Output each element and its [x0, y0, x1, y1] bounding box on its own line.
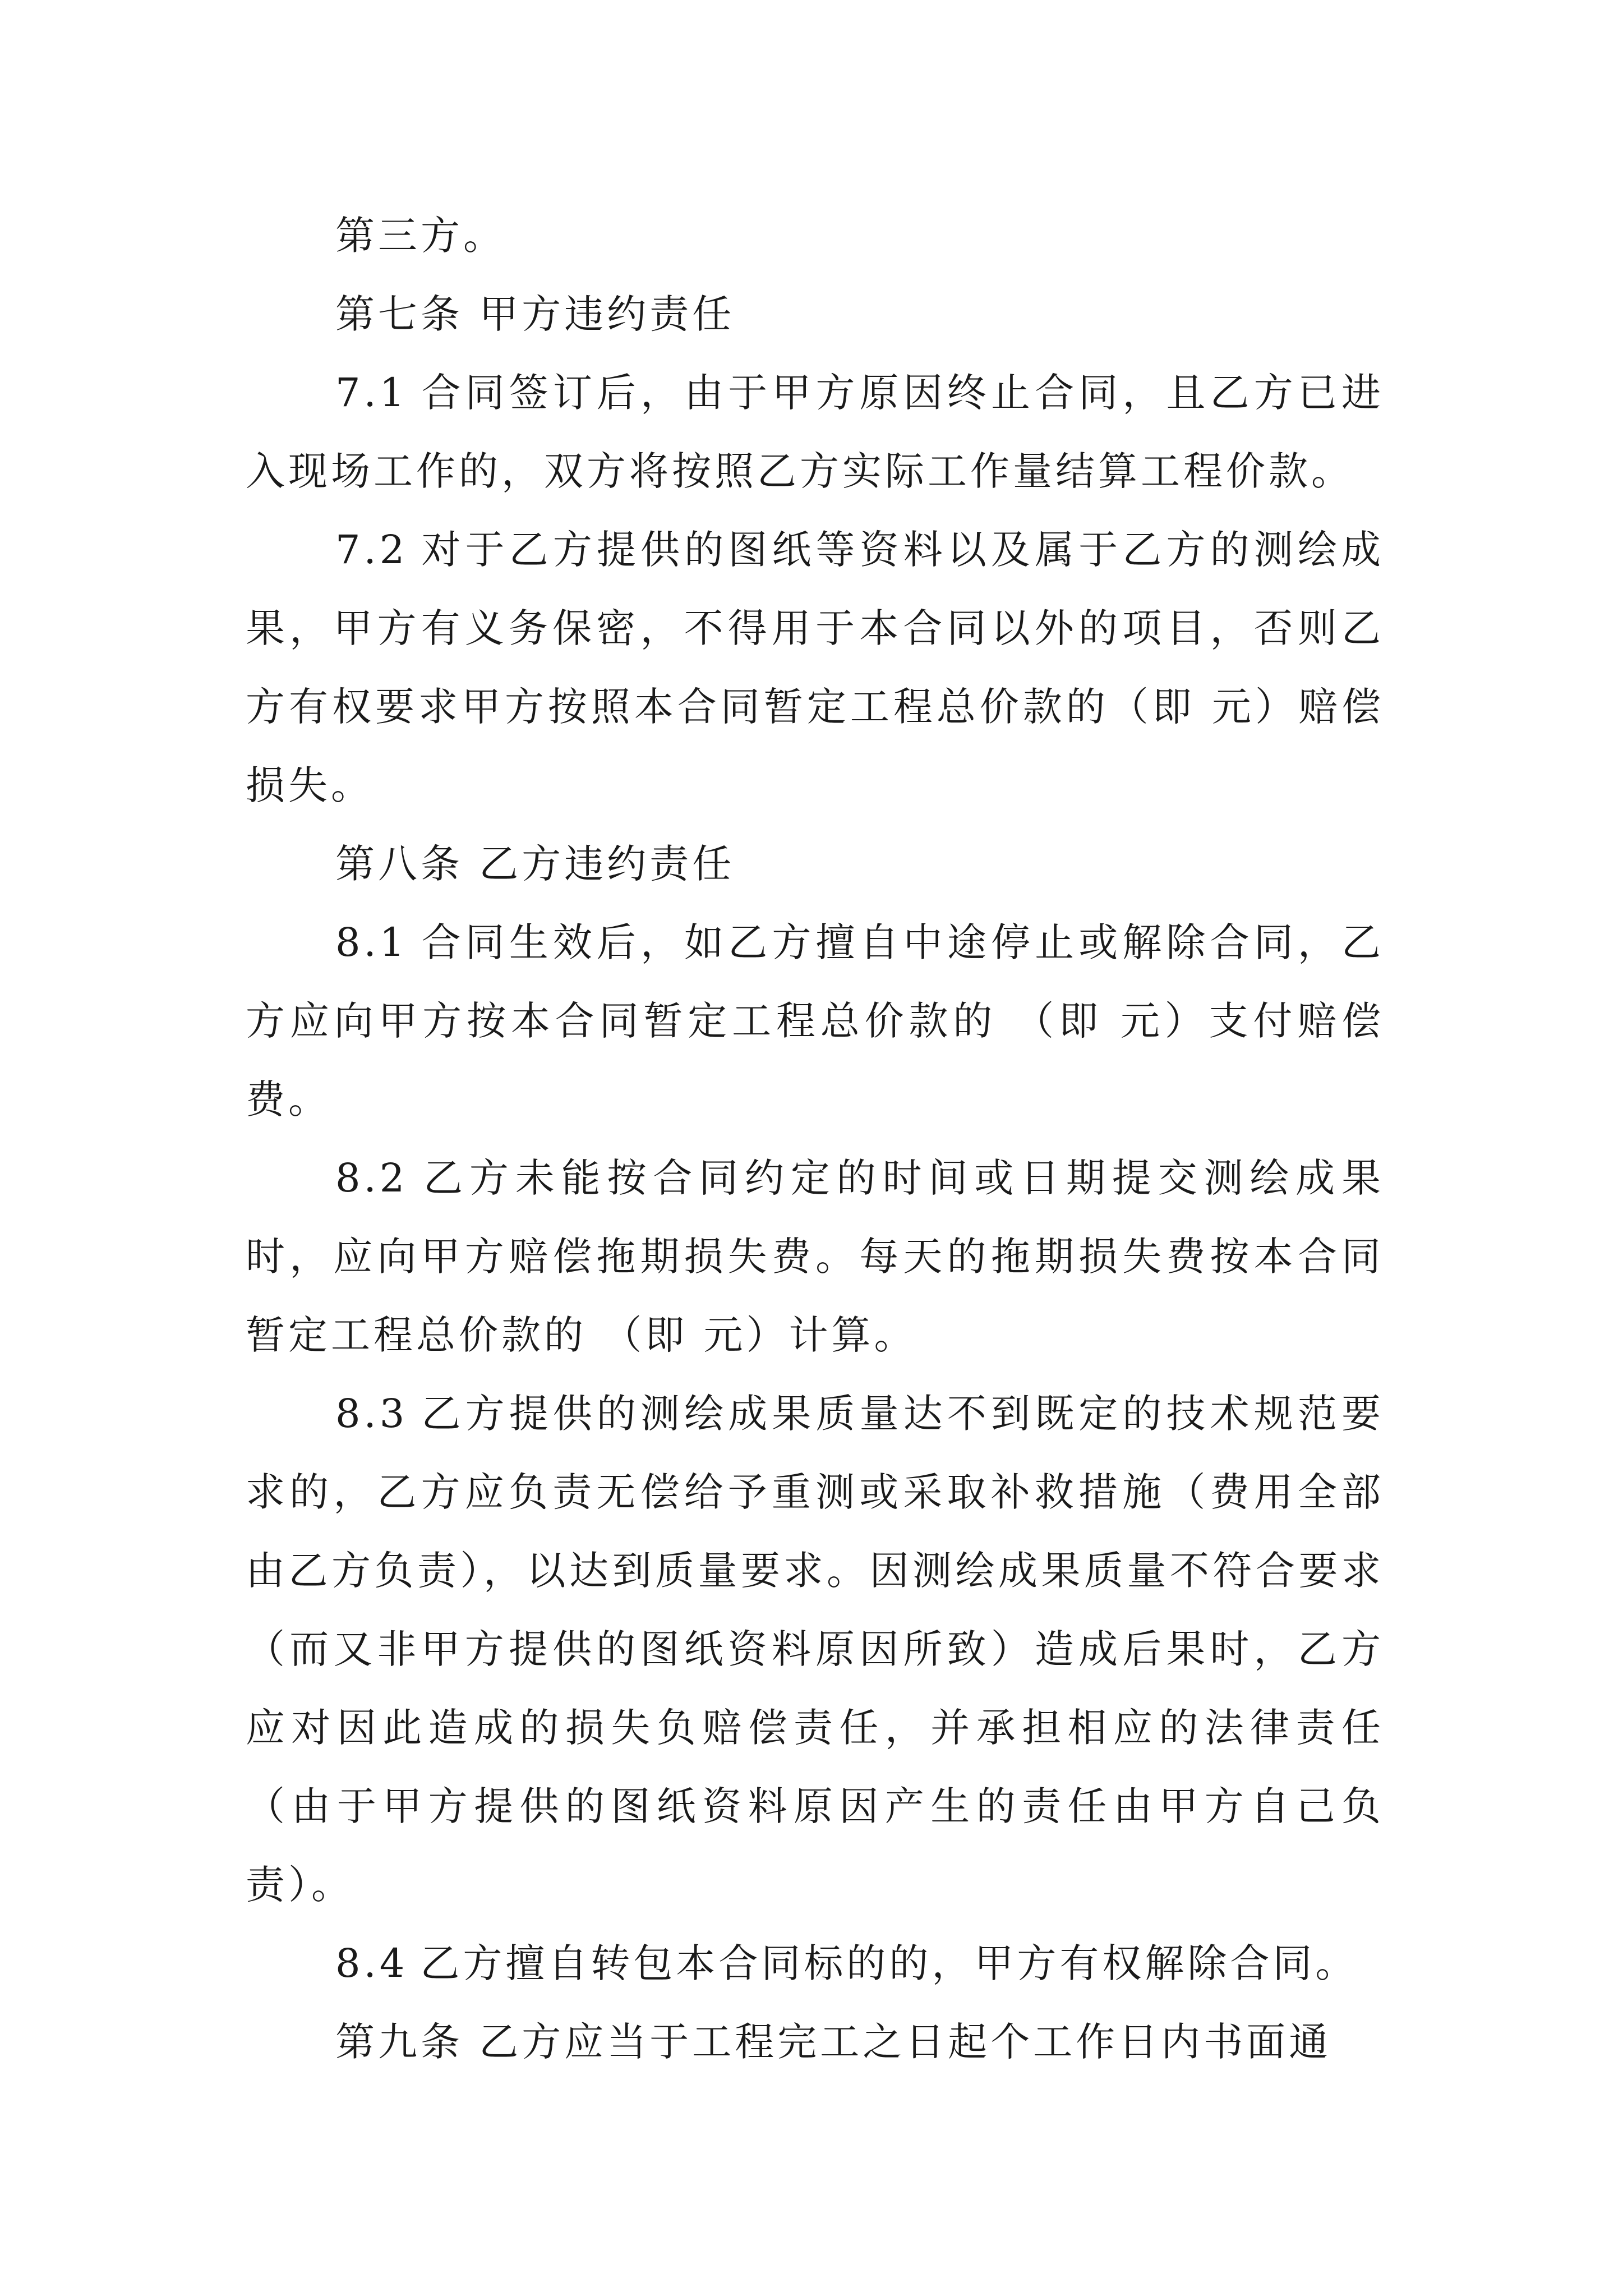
- clause-text: 对于乙方提供的图纸等资料以及属于乙方的测绘成果，甲方有义务保密，不得用于本合同以外的项目，否则乙方有权要求甲方按照本合同暂定工程总价款的（即 元）赔偿损失。: [246, 527, 1384, 808]
- clause-7-2: [246, 510, 1384, 825]
- article-8-heading: 第八条 乙方违约责任: [335, 841, 735, 887]
- clause-text: 乙方提供的测绘成果质量达不到既定的技术规范要求的，乙方应负责无偿给予重测或采取补救措施（费用全部由乙方负责），以达到质量要求。因测绘成果质量不符合要求（而又非甲方提供的图纸资料原因所致）造成后果时，乙方应对因此造成的损失负赔偿责任，并承担相应的法律责任（由于甲方提供的图纸资料原因产生的责任由甲方自己负责）。: [246, 1391, 1384, 1908]
- clause-8-2: [246, 1139, 1384, 1374]
- clause-number: 8.2: [335, 1155, 408, 1201]
- paragraph-continuation: 第三方。: [335, 213, 506, 259]
- clause-8-4: [246, 1924, 1384, 2003]
- clause-number: 8.3: [335, 1391, 408, 1437]
- contract-text: [246, 196, 1384, 2081]
- clause-text: 乙方擅自转包本合同标的的，甲方有权解除合同。: [420, 1940, 1358, 1986]
- clause-text: 乙方未能按合同约定的时间或日期提交测绘成果时，应向甲方赔偿拖期损失费。每天的拖期损失费按本合同暂定工程总价款的 （即 元）计算。: [246, 1155, 1384, 1358]
- clause-number: 8.1: [335, 919, 408, 965]
- article-9-text: 第九条 乙方应当于工程完工之日起个工作日内书面通: [335, 2019, 1332, 2065]
- clause-8-3: [246, 1374, 1384, 1924]
- article-7-heading: 第七条 甲方违约责任: [335, 291, 735, 337]
- clause-7-1: [246, 353, 1384, 510]
- clause-text: 合同签订后，由于甲方原因终止合同，且乙方已进入现场工作的，双方将按照乙方实际工作量结算工程价款。: [246, 370, 1384, 494]
- clause-text: 合同生效后，如乙方擅自中途停止或解除合同，乙方应向甲方按本合同暂定工程总价款的 （即 元）支付赔偿费。: [246, 919, 1384, 1122]
- clause-number: 7.2: [335, 527, 408, 573]
- clause-8-1: [246, 903, 1384, 1139]
- clause-number: 8.4: [335, 1940, 408, 1986]
- clause-number: 7.1: [335, 370, 408, 416]
